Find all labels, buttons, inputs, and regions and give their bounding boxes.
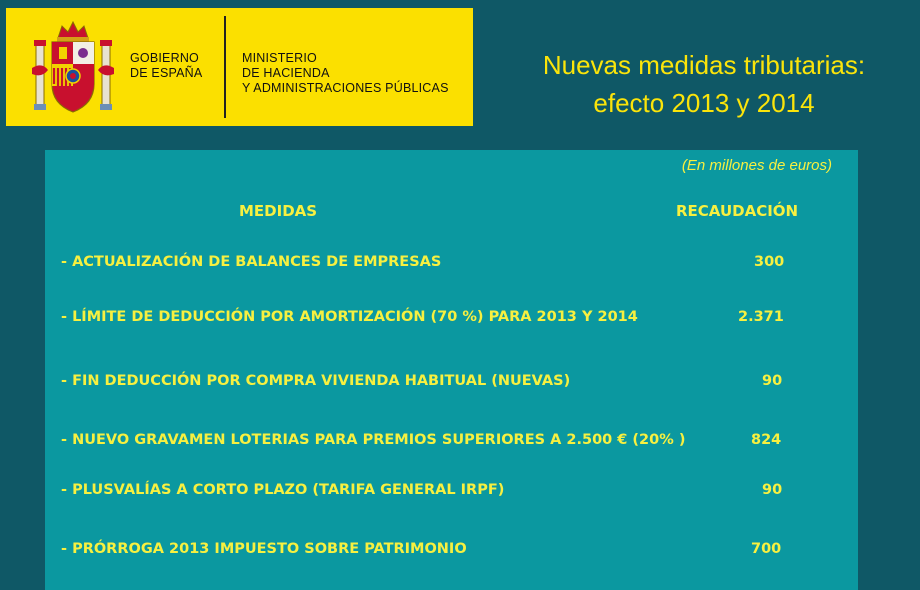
ministry-line-3: Y ADMINISTRACIONES PÚBLICAS — [242, 81, 449, 95]
government-header — [6, 8, 473, 126]
column-header-measures: MEDIDAS — [239, 202, 318, 220]
table-row-value: 700 — [751, 541, 782, 557]
measures-table — [45, 150, 858, 590]
title-line-1: Nuevas medidas tributarias: — [542, 50, 866, 80]
table-row-value: 824 — [751, 432, 782, 448]
ministry-line-1: MINISTERIO — [242, 51, 317, 65]
gov-line-2: DE ESPAÑA — [130, 66, 203, 80]
header-divider — [224, 16, 226, 118]
ministry-line-2: DE HACIENDA — [242, 66, 330, 80]
table-row-value: 2.371 — [738, 309, 784, 325]
slide-title — [490, 46, 918, 122]
table-row-value: 300 — [754, 254, 785, 270]
table-row-label: - NUEVO GRAVAMEN LOTERIAS PARA PREMIOS SUPERIORES A 2.500 € (20% ) — [61, 432, 686, 448]
column-header-revenue: RECAUDACIÓN — [676, 202, 799, 220]
government-name — [130, 51, 202, 81]
table-row-label: - ACTUALIZACIÓN DE BALANCES DE EMPRESAS — [61, 254, 442, 270]
table-row-label: - PRÓRROGA 2013 IMPUESTO SOBRE PATRIMONIO — [61, 541, 467, 557]
coat-of-arms-icon — [32, 20, 114, 118]
table-row-label: - FIN DEDUCCIÓN POR COMPRA VIVIENDA HABITUAL (NUEVAS) — [61, 373, 571, 389]
table-row-label: - LÍMITE DE DEDUCCIÓN POR AMORTIZACIÓN (70 %) PARA 2013 Y 2014 — [61, 309, 638, 325]
table-row-value: 90 — [762, 482, 783, 498]
ministry-name — [242, 51, 449, 96]
table-row-label: - PLUSVALÍAS A CORTO PLAZO (TARIFA GENERAL IRPF) — [61, 482, 505, 498]
units-note: (En millones de euros) — [681, 157, 832, 174]
title-line-2: efecto 2013 y 2014 — [593, 88, 815, 118]
gov-line-1: GOBIERNO — [130, 51, 199, 65]
table-row-value: 90 — [762, 373, 783, 389]
